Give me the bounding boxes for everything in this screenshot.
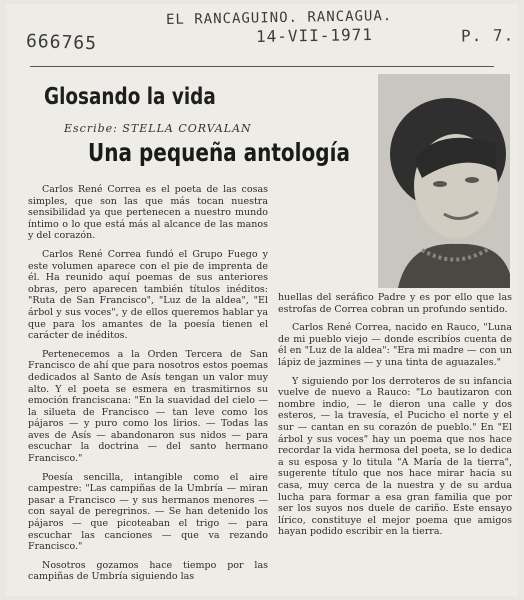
handwritten-newspaper-name: EL RANCAGUINO. RANCAGUA. (165, 8, 393, 28)
paragraph: Carlos René Correa, nacido en Rauco, "Luna de mi pueblo viejo — donde escribíos cuenta de él en "Luz de la aldea": "Era mi madre — con un lápiz de jazmines — y una tinta de aguazales." (278, 322, 512, 368)
article-title: Una pequeña antología (88, 138, 350, 167)
handwritten-date: 14-VII-1971 (255, 24, 374, 47)
byline: Escribe: STELLA CORVALAN (64, 122, 252, 135)
paragraph: Pertenecemos a la Orden Tercera de San Francisco de ahí que para nosotros estos poemas dedicados al Santo de Asís tengan un valor muy alto. Y el poeta se esmera en trasmitirnos su emoción franciscana: "En la suavidad del cielo — la silueta de Francisco — tan leve como los pájaros — y puro como los lirios. — Todas las aves de Asís — abandonaron sus nidos — para escuchar la doctrina — del santo hermano Francisco." (28, 348, 268, 465)
newspaper-clipping (6, 4, 518, 596)
author-portrait-photo (378, 74, 510, 288)
article-column-right (278, 292, 512, 545)
paragraph: Carlos René Correa es el poeta de las cosas simples, que son las que más tocan nuestra sensibilidad ya que pertenecen a nuestro mundo íntimo o lo que está más al alcance de las manos y del corazón. (28, 184, 268, 242)
handwritten-page: P. 7. (460, 25, 515, 46)
top-rule (30, 66, 494, 67)
article-column-left (28, 184, 268, 590)
handwritten-archive-number: 666765 (25, 30, 98, 55)
paragraph: Y siguiendo por los derroteros de su infancia vuelve de nuevo a Rauco: "Lo bautizaron con nombre indio, — le dieron una calle y dos esteros, — la travesía, el Pucicho el norte y el sur — cantan en su corazón de pueblo." En "El árbol y sus voces" hay un poema que nos hace recordar la vida hermosa del poeta, se lo dedica a su esposa y lo titula "A María de la tierra", sugerente título que nos hace mirar hacia su casa, muy cerca de la nuestra y de su ardua lucha para formar a esa gran familia que por ser los suyos nos duele de cariño. Este ensayo lírico, constituye el mejor poema que amigos hayan podido escribir en la tierra. (278, 375, 512, 538)
paragraph: Nosotros gozamos hace tiempo por las campiñas de Umbría siguiendo las (28, 559, 268, 583)
paragraph: huellas del seráfico Padre y es por ello que las estrofas de Correa cobran un profundo sentido. (278, 292, 512, 315)
portrait-illustration (378, 74, 510, 288)
paragraph: Poesía sencilla, intangible como el aire campestre: "Las campiñas de la Umbría — miran pasar a Francisco — y sus hermanos menores — con sayal de peregrinos. — Se han detenido los pájaros — que picoteaban el trigo — para escuchar las canciones — que va rezando Francisco." (28, 471, 268, 553)
section-title: Glosando la vida (44, 84, 216, 110)
paragraph: Carlos René Correa fundó el Grupo Fuego y este volumen aparece con el pie de imprenta de él. Ha reunido aquí poemas de sus anteriores obras, pero aparecen también títulos inéditos: "Ruta de San Francisco", "Luz de la aldea", "El árbol y sus voces", y de ellos queremos hablar ya que para los amantes de la poesía tienen el carácter de inéditos. (28, 248, 268, 342)
